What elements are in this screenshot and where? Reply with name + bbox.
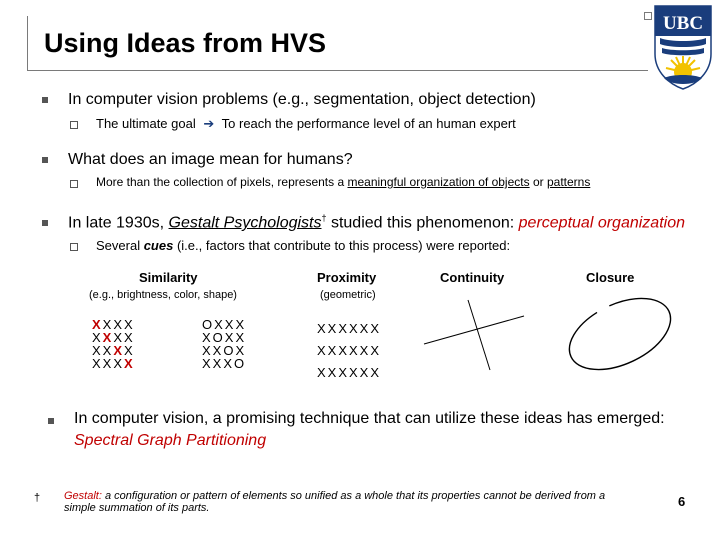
- arrow-right-icon: ➔: [203, 116, 215, 131]
- slide-title: Using Ideas from HVS: [44, 28, 327, 58]
- footnote-text: Gestalt: a configuration or pattern of elements so unified as a whole that its properties cannot be derived from a simple summation of its parts.: [64, 490, 606, 514]
- sub-bullet-marker: [70, 121, 78, 129]
- proximity-note: (geometric): [320, 289, 376, 301]
- sub-bullet-marker: [70, 180, 78, 188]
- bullet-marker: [42, 157, 48, 163]
- bullet-3-text: In late 1930s, Gestalt Psychologists† studied this phenomenon: perceptual organization: [68, 213, 685, 232]
- bullet-2-text: What does an image mean for humans?: [68, 151, 353, 168]
- bullet-2-sub: More than the collection of pixels, represents a meaningful organization of objects or patterns: [96, 175, 591, 189]
- bullet-marker: [48, 418, 54, 424]
- footnote-mark: †: [34, 492, 41, 504]
- proximity-label: Proximity: [317, 270, 377, 285]
- bullet-3-sub: Several cues (i.e., factors that contribute to this process) were reported:: [96, 238, 511, 253]
- sub-bullet-marker: [70, 243, 78, 251]
- page-number: 6: [678, 494, 686, 509]
- bullet-1-text: In computer vision problems (e.g., segmentation, object detection): [68, 91, 536, 108]
- ubc-logo: [652, 4, 714, 90]
- continuity-figure: [418, 296, 528, 374]
- similarity-grid-color: XXXX XXXX XXXX XXXX: [92, 317, 135, 371]
- continuity-label: Continuity: [440, 270, 505, 285]
- similarity-grid-shape: OXXX XOXX XXOX XXXO: [202, 317, 247, 371]
- logo-text: UBC: [662, 13, 704, 34]
- bullet-marker: [42, 220, 48, 226]
- closure-label: Closure: [586, 270, 635, 285]
- spectral-graph-partitioning: Spectral Graph Partitioning: [74, 432, 267, 449]
- bottom-bullet-text: In computer vision, a promising technique that can utilize these ideas has emerged:: [74, 410, 665, 427]
- similarity-note: (e.g., brightness, color, shape): [89, 289, 237, 301]
- closure-figure: [560, 292, 680, 376]
- bullet-marker: [42, 97, 48, 103]
- similarity-label: Similarity: [139, 270, 198, 285]
- proximity-grid: XXXXXX XXXXXX XXXXXX: [317, 321, 382, 380]
- bullet-1-sub: The ultimate goal ➔ To reach the performance level of an human expert: [96, 116, 516, 131]
